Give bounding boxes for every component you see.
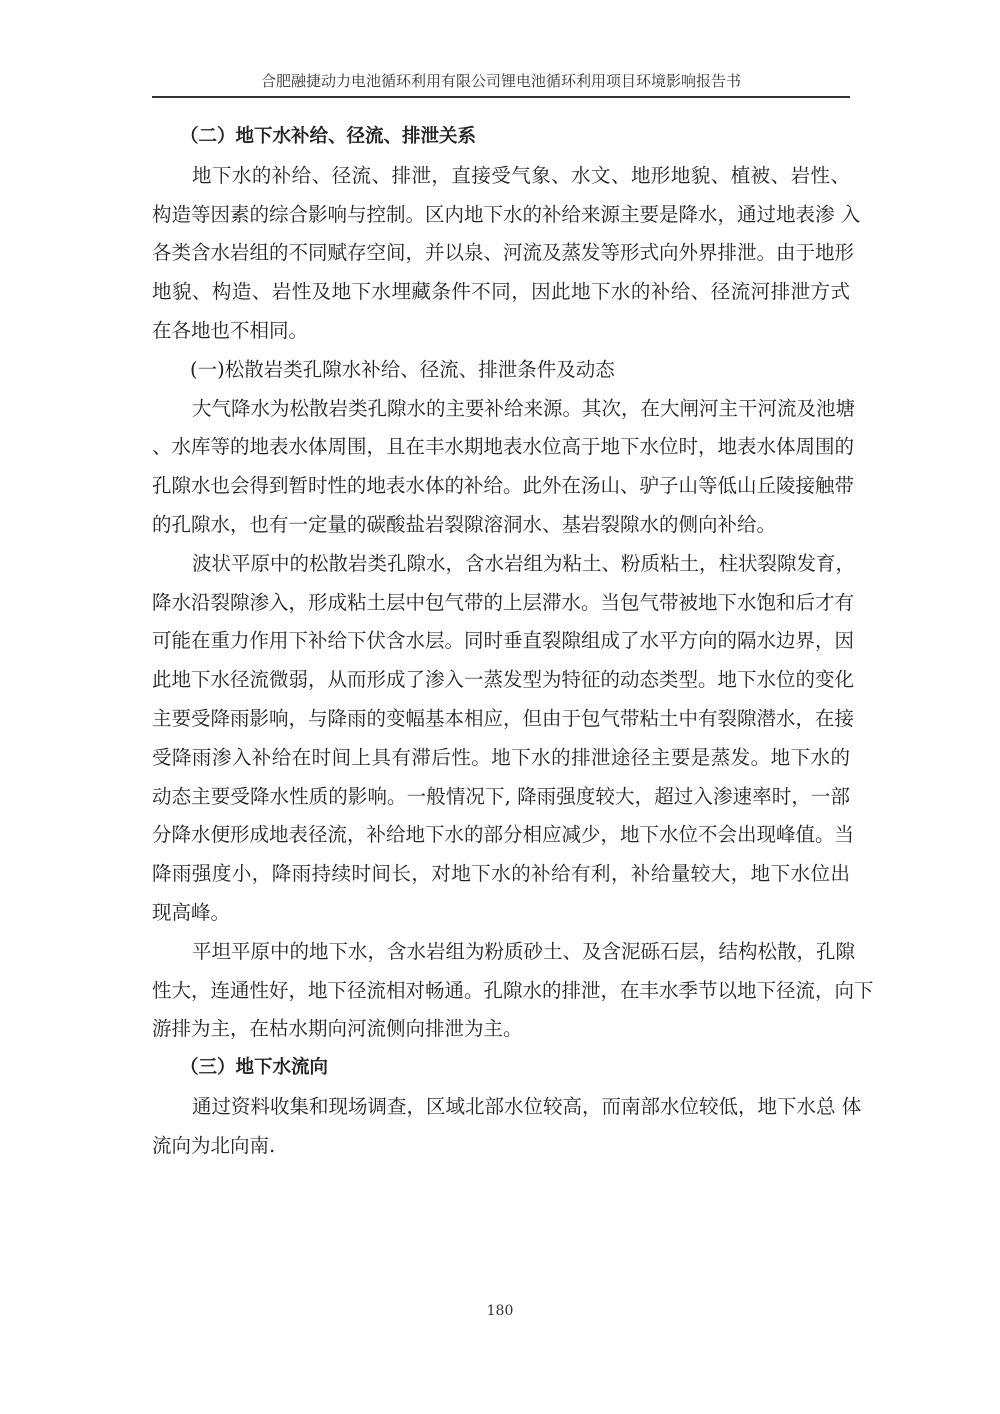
- text-line: 在各地也不相同。: [152, 318, 309, 342]
- text-line: 游排为主，在枯水期向河流侧向排泄为主。: [152, 1017, 523, 1041]
- text-line: 孔隙水也会得到暂时性的地表水体的补给。此外在汤山、驴子山等低山丘陵接触带: [152, 474, 855, 498]
- text-line: 波状平原中的松散岩类孔隙水，含水岩组为粘土、粉质粘土，柱状裂隙发育，: [192, 551, 856, 575]
- document-body: [152, 118, 874, 1166]
- text-line: (一)松散岩类孔隙水补给、径流、排泄条件及动态: [190, 357, 615, 381]
- text-line: 的孔隙水，也有一定量的碳酸盐岩裂隙溶洞水、基岩裂隙水的侧向补给。: [152, 512, 777, 536]
- paragraph: [152, 1088, 862, 1166]
- running-header: 合肥融捷动力电池循环利用有限公司锂电池循环利用项目环境影响报告书: [260, 72, 741, 90]
- text-line: 分降水便形成地表径流，补给地下水的部分相应减少，地下水位不会出现峰值。当: [152, 823, 855, 847]
- paragraph: [152, 390, 856, 545]
- paragraph: [152, 933, 874, 1049]
- section-heading: [152, 1049, 850, 1088]
- text-line: 平坦平原中的地下水，含水岩组为粉质砂土、及含泥砾石层，结构松散，孔隙: [192, 939, 856, 963]
- text-line: 流向为北向南.: [152, 1133, 276, 1157]
- text-line: 主要受降雨影响，与降雨的变幅基本相应，但由于包气带粘土中有裂隙潜水，在接: [152, 706, 855, 730]
- text-line: 现高峰。: [152, 900, 231, 924]
- section-heading: [152, 118, 850, 157]
- text-line: 此地下水径流微弱，从而形成了渗入一蒸发型为特征的动态类型。地下水位的变化: [152, 668, 855, 692]
- text-line: 性大，连通性好，地下径流相对畅通。孔隙水的排泄，在丰水季节以地下径流，向下: [152, 978, 874, 1002]
- text-line: 地下水的补给、径流、排泄，直接受气象、水文、地形地貌、植被、岩性、: [192, 163, 850, 187]
- text-line: 降雨强度小，降雨持续时间长，对地下水的补给有利，补给量较大，地下水位出: [152, 862, 850, 886]
- header-rule: [152, 96, 850, 98]
- page-number: 180: [486, 1303, 514, 1319]
- text-line: 受降雨渗入补给在时间上具有滞后性。地下水的排泄途径主要是蒸发。地下水的: [152, 745, 850, 769]
- subsection-heading: [152, 351, 850, 390]
- text-line: 动态主要受降水性质的影响。一般情况下, 降雨强度较大，超过入渗速率时，一部: [152, 784, 850, 808]
- text-line: 地貌、构造、岩性及地下水埋藏条件不同，因此地下水的补给、径流河排泄方式: [152, 280, 850, 304]
- text-line: 降水沿裂隙渗入，形成粘土层中包气带的上层滞水。当包气带被地下水饱和后才有: [152, 590, 855, 614]
- paragraph: [152, 157, 861, 351]
- text-line: 、水库等的地表水体周围，且在丰水期地表水位高于地下水位时，地表水体周围的: [152, 435, 855, 459]
- text-line: 各类含水岩组的不同赋存空间，并以泉、河流及蒸发等形式向外界排泄。由于地形: [152, 241, 855, 265]
- text-line: （三）地下水流向: [180, 1057, 329, 1079]
- paragraph: [152, 545, 856, 933]
- text-line: 构造等因素的综合影响与控制。区内地下水的补给来源主要是降水，通过地表渗 入: [152, 202, 861, 226]
- text-line: 大气降水为松散岩类孔隙水的主要补给来源。其次，在大闸河主干河流及池塘: [192, 396, 856, 420]
- text-line: 可能在重力作用下补给下伏含水层。同时垂直裂隙组成了水平方向的隔水边界，因: [152, 629, 855, 653]
- text-line: 通过资料收集和现场调查，区域北部水位较高，而南部水位较低，地下水总 体: [192, 1094, 862, 1118]
- text-line: （二）地下水补给、径流、排泄关系: [180, 126, 477, 147]
